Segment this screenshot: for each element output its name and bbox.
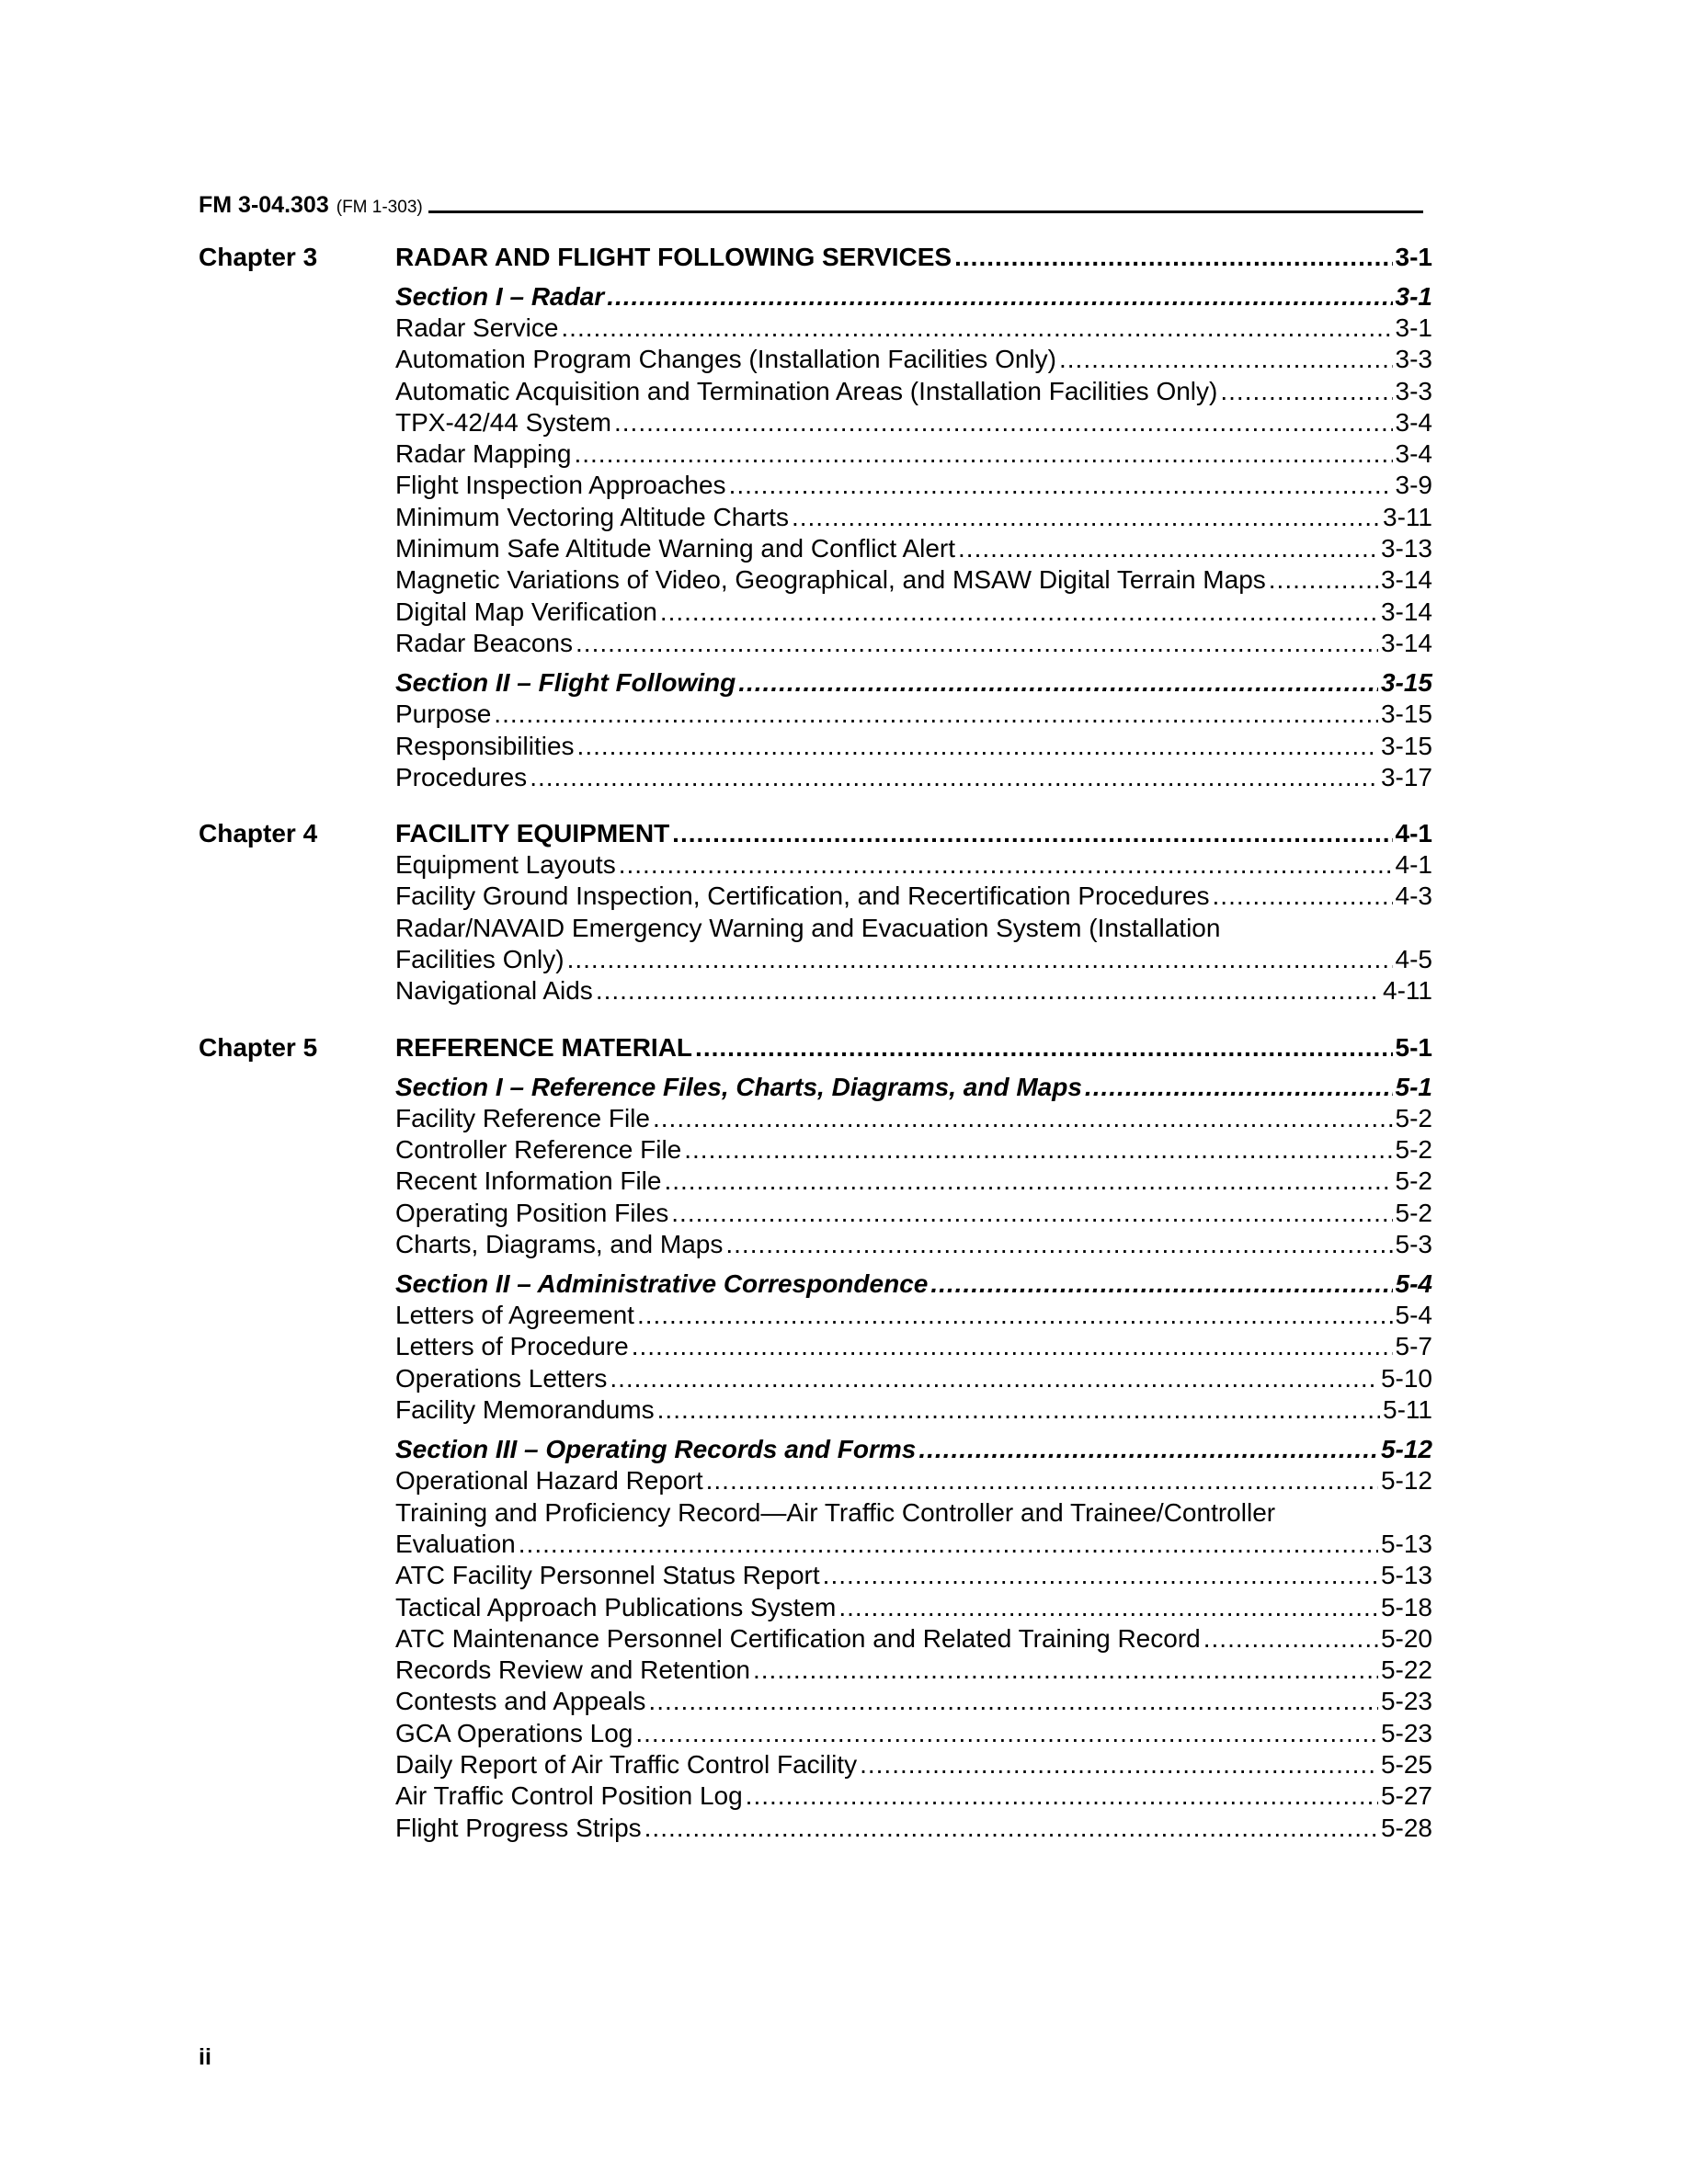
entry-page: 5-28 bbox=[1380, 1813, 1432, 1842]
toc-entry[interactable] bbox=[395, 597, 1432, 628]
entry-title: Evaluation bbox=[395, 1529, 516, 1558]
toc-entry[interactable] bbox=[395, 313, 1432, 344]
toc-entry[interactable] bbox=[395, 881, 1432, 912]
dot-leader bbox=[653, 1103, 1393, 1134]
dot-leader bbox=[753, 1655, 1378, 1686]
entry-title: Operations Letters bbox=[395, 1363, 608, 1393]
toc-entry[interactable] bbox=[395, 1686, 1432, 1717]
entry-title: FACILITY EQUIPMENT bbox=[395, 819, 670, 848]
dot-leader bbox=[561, 313, 1392, 344]
dot-leader bbox=[823, 1560, 1378, 1591]
dot-leader bbox=[672, 817, 1392, 849]
entry-title: Facility Reference File bbox=[395, 1103, 650, 1132]
dot-leader bbox=[619, 849, 1393, 881]
toc-entry-list bbox=[395, 1103, 1432, 1260]
entry-title: Daily Report of Air Traffic Control Facility bbox=[395, 1749, 858, 1779]
entry-title: Section I – Reference Files, Charts, Diagrams, and Maps bbox=[395, 1072, 1082, 1101]
toc-entry-continuation[interactable] bbox=[395, 1529, 1432, 1560]
entry-page: 5-23 bbox=[1380, 1718, 1432, 1747]
dot-leader bbox=[930, 1268, 1392, 1300]
toc-entry[interactable] bbox=[395, 1560, 1432, 1591]
superseded-document-id: (FM 1-303) bbox=[336, 198, 423, 217]
entry-title: Radar Service bbox=[395, 313, 559, 342]
toc-entry[interactable] bbox=[395, 1655, 1432, 1686]
toc-entry-list bbox=[395, 849, 1432, 913]
section-title-entry[interactable] bbox=[395, 1071, 1432, 1103]
entry-page: 3-15 bbox=[1380, 700, 1432, 729]
table-of-contents bbox=[199, 241, 1432, 1868]
document-id: FM 3-04.303 bbox=[199, 192, 329, 218]
section-title-entry[interactable] bbox=[395, 1433, 1432, 1465]
dot-leader bbox=[838, 1592, 1378, 1623]
entry-page: 5-20 bbox=[1380, 1623, 1432, 1653]
entry-page: 4-11 bbox=[1383, 976, 1432, 1006]
dot-leader bbox=[706, 1465, 1378, 1496]
toc-entry[interactable] bbox=[395, 1465, 1432, 1496]
toc-entry[interactable] bbox=[395, 1331, 1432, 1362]
chapter-label: Chapter 5 bbox=[199, 1032, 318, 1062]
entry-title: Records Review and Retention bbox=[395, 1655, 750, 1685]
toc-entry[interactable] bbox=[395, 1394, 1432, 1426]
entry-page: 3-1 bbox=[1395, 243, 1432, 271]
dot-leader bbox=[637, 1300, 1393, 1331]
toc-entry-list bbox=[395, 1300, 1432, 1426]
entry-page: 5-2 bbox=[1395, 1134, 1432, 1164]
toc-entry[interactable] bbox=[395, 975, 1432, 1007]
toc-entry[interactable] bbox=[395, 1103, 1432, 1134]
entry-title: Facility Ground Inspection, Certification, and Recertification Procedures bbox=[395, 882, 1210, 911]
entry-page: 5-23 bbox=[1380, 1687, 1432, 1716]
entry-page: 3-14 bbox=[1380, 597, 1432, 626]
entry-title: GCA Operations Log bbox=[395, 1718, 633, 1747]
toc-entry[interactable] bbox=[395, 407, 1432, 438]
entry-page: 5-4 bbox=[1395, 1301, 1432, 1330]
entry-page: 5-7 bbox=[1395, 1332, 1432, 1361]
entry-page: 5-25 bbox=[1380, 1749, 1432, 1779]
dot-leader bbox=[607, 280, 1392, 313]
entry-title: Tactical Approach Publications System bbox=[395, 1592, 837, 1621]
entry-page: 3-1 bbox=[1395, 313, 1432, 342]
dot-leader bbox=[725, 1229, 1392, 1260]
entry-title: Flight Progress Strips bbox=[395, 1813, 642, 1842]
entry-title: Facility Memorandums bbox=[395, 1395, 655, 1425]
chapter-title-entry[interactable] bbox=[395, 1031, 1432, 1064]
dot-leader bbox=[671, 1198, 1392, 1229]
entry-page: 3-14 bbox=[1380, 628, 1432, 657]
toc-entry[interactable] bbox=[395, 1300, 1432, 1331]
entry-title: Responsibilities bbox=[395, 731, 575, 760]
entry-page: 3-3 bbox=[1395, 345, 1432, 374]
section-title-entry[interactable] bbox=[395, 280, 1432, 313]
toc-entry-list bbox=[395, 1560, 1432, 1844]
entry-title: RADAR AND FLIGHT FOLLOWING SERVICES bbox=[395, 243, 952, 271]
dot-leader bbox=[746, 1780, 1378, 1812]
toc-entry[interactable] bbox=[395, 1780, 1432, 1812]
chapter-label: Chapter 3 bbox=[199, 243, 318, 271]
dot-leader bbox=[1203, 1623, 1378, 1655]
entry-title: Section II – Administrative Correspondence bbox=[395, 1269, 929, 1299]
dot-leader bbox=[664, 1166, 1392, 1197]
entry-page: 5-1 bbox=[1395, 1072, 1432, 1101]
dot-leader bbox=[494, 699, 1378, 730]
chapter-label: Chapter 4 bbox=[199, 819, 318, 848]
dot-leader bbox=[738, 666, 1378, 699]
toc-entry[interactable] bbox=[395, 699, 1432, 730]
entry-page: 5-2 bbox=[1395, 1103, 1432, 1132]
toc-entry[interactable] bbox=[395, 1363, 1432, 1394]
dot-leader bbox=[648, 1686, 1378, 1717]
entry-title: Procedures bbox=[395, 762, 528, 791]
toc-entry[interactable] bbox=[395, 762, 1432, 793]
chapter-title-entry[interactable] bbox=[395, 241, 1432, 273]
chapter-5 bbox=[199, 1031, 1432, 1844]
dot-leader bbox=[792, 502, 1380, 533]
toc-entry-first-line[interactable]: Training and Proficiency Record—Air Traffic Controller and Trainee/Controller bbox=[395, 1497, 1276, 1527]
toc-entry-list bbox=[395, 313, 1432, 659]
toc-entry[interactable] bbox=[395, 731, 1432, 762]
dot-leader bbox=[1085, 1071, 1393, 1103]
toc-entry[interactable] bbox=[395, 564, 1432, 596]
toc-entry[interactable] bbox=[395, 849, 1432, 881]
entry-page: 5-2 bbox=[1395, 1198, 1432, 1227]
entry-title: Purpose bbox=[395, 700, 492, 729]
toc-entry-first-line[interactable]: Radar/NAVAID Emergency Warning and Evacuation System (Installation bbox=[395, 913, 1221, 942]
entry-title: Contests and Appeals bbox=[395, 1687, 646, 1716]
entry-title: Automation Program Changes (Installation Facilities Only) bbox=[395, 345, 1056, 374]
entry-title: REFERENCE MATERIAL bbox=[395, 1032, 693, 1062]
entry-title: Minimum Vectoring Altitude Charts bbox=[395, 502, 789, 531]
toc-entry[interactable] bbox=[395, 533, 1432, 564]
entry-title: Recent Information File bbox=[395, 1166, 662, 1196]
toc-entry[interactable] bbox=[395, 1592, 1432, 1623]
entry-title: Minimum Safe Altitude Warning and Conflict Alert bbox=[395, 534, 956, 563]
toc-entry[interactable] bbox=[395, 502, 1432, 533]
toc-entry[interactable] bbox=[395, 1229, 1432, 1260]
entry-title: Equipment Layouts bbox=[395, 850, 616, 880]
entry-title: Section I – Radar bbox=[395, 282, 605, 311]
chapter-3 bbox=[199, 241, 1432, 793]
entry-title: Operating Position Files bbox=[395, 1198, 669, 1227]
entry-page: 3-4 bbox=[1395, 407, 1432, 437]
toc-entry[interactable] bbox=[395, 1134, 1432, 1166]
entry-page: 5-11 bbox=[1383, 1395, 1432, 1425]
dot-leader bbox=[644, 1813, 1378, 1844]
entry-page: 5-13 bbox=[1380, 1529, 1432, 1558]
entry-page: 5-12 bbox=[1380, 1435, 1432, 1464]
entry-page: 5-22 bbox=[1380, 1655, 1432, 1685]
entry-page: 5-27 bbox=[1380, 1781, 1432, 1811]
dot-leader bbox=[567, 944, 1393, 975]
entry-page: 4-1 bbox=[1395, 819, 1432, 848]
entry-title: Digital Map Verification bbox=[395, 597, 657, 626]
dot-leader bbox=[954, 241, 1392, 273]
entry-title: Operational Hazard Report bbox=[395, 1466, 703, 1496]
dot-leader bbox=[574, 438, 1392, 470]
entry-page: 3-15 bbox=[1380, 731, 1432, 760]
toc-entry[interactable] bbox=[395, 1623, 1432, 1655]
section-title-entry[interactable] bbox=[395, 1268, 1432, 1300]
toc-entry[interactable] bbox=[395, 1198, 1432, 1229]
entry-title: Controller Reference File bbox=[395, 1134, 682, 1164]
dot-leader bbox=[576, 628, 1378, 659]
entry-page: 3-9 bbox=[1395, 471, 1432, 500]
entry-page: 5-13 bbox=[1380, 1561, 1432, 1590]
dot-leader bbox=[657, 1394, 1380, 1426]
entry-title: Navigational Aids bbox=[395, 976, 593, 1006]
dot-leader bbox=[530, 762, 1378, 793]
toc-entry-list bbox=[395, 699, 1432, 793]
dot-leader bbox=[1059, 344, 1393, 375]
entry-page: 3-14 bbox=[1380, 565, 1432, 595]
toc-entry-continuation[interactable] bbox=[395, 944, 1432, 975]
chapter-4 bbox=[199, 817, 1432, 1007]
page-number: ii bbox=[199, 2044, 211, 2070]
entry-page: 3-17 bbox=[1380, 762, 1432, 791]
toc-entry[interactable] bbox=[395, 1813, 1432, 1844]
dot-leader bbox=[614, 407, 1393, 438]
entry-title: Magnetic Variations of Video, Geographical, and MSAW Digital Terrain Maps bbox=[395, 565, 1266, 595]
toc-entry[interactable] bbox=[395, 1749, 1432, 1780]
entry-title: Section II – Flight Following bbox=[395, 668, 736, 698]
dot-leader bbox=[610, 1363, 1378, 1394]
chapter-title-entry[interactable] bbox=[395, 817, 1432, 849]
entry-page: 5-4 bbox=[1395, 1269, 1432, 1299]
dot-leader bbox=[1220, 376, 1392, 407]
entry-page: 5-3 bbox=[1395, 1229, 1432, 1258]
toc-entry[interactable] bbox=[395, 344, 1432, 375]
toc-entry[interactable] bbox=[395, 1166, 1432, 1197]
dot-leader bbox=[918, 1433, 1378, 1465]
dot-leader bbox=[596, 975, 1380, 1007]
entry-page: 3-3 bbox=[1395, 376, 1432, 405]
entry-title: Letters of Agreement bbox=[395, 1301, 634, 1330]
entry-title: Facilities Only) bbox=[395, 945, 565, 974]
toc-entry[interactable] bbox=[395, 1718, 1432, 1749]
dot-leader bbox=[729, 470, 1393, 501]
toc-entry[interactable] bbox=[395, 376, 1432, 407]
entry-title: Section III – Operating Records and Forms bbox=[395, 1435, 917, 1464]
entry-title: Air Traffic Control Position Log bbox=[395, 1781, 743, 1811]
dot-leader bbox=[860, 1749, 1378, 1780]
entry-page: 4-3 bbox=[1395, 882, 1432, 911]
entry-page: 5-18 bbox=[1380, 1592, 1432, 1621]
dot-leader bbox=[632, 1331, 1393, 1362]
entry-page: 3-1 bbox=[1395, 282, 1432, 311]
entry-page: 5-10 bbox=[1380, 1363, 1432, 1393]
entry-title: Flight Inspection Approaches bbox=[395, 471, 726, 500]
dot-leader bbox=[1213, 881, 1393, 912]
toc-entry[interactable] bbox=[395, 438, 1432, 470]
entry-page: 5-2 bbox=[1395, 1166, 1432, 1196]
dot-leader bbox=[695, 1031, 1392, 1064]
section-title-entry[interactable] bbox=[395, 666, 1432, 699]
entry-title: ATC Maintenance Personnel Certification and Related Training Record bbox=[395, 1623, 1201, 1653]
entry-title: Radar Beacons bbox=[395, 628, 574, 657]
entry-title: TPX-42/44 System bbox=[395, 407, 611, 437]
dot-leader bbox=[1269, 564, 1378, 596]
entry-page: 3-4 bbox=[1395, 439, 1432, 469]
dot-leader bbox=[660, 597, 1378, 628]
entry-title: Radar Mapping bbox=[395, 439, 572, 469]
dot-leader bbox=[958, 533, 1378, 564]
header-rule bbox=[428, 210, 1423, 213]
entry-page: 4-1 bbox=[1395, 850, 1432, 880]
dot-leader bbox=[577, 731, 1378, 762]
entry-title: Charts, Diagrams, and Maps bbox=[395, 1229, 724, 1258]
dot-leader bbox=[519, 1529, 1378, 1560]
entry-page: 3-15 bbox=[1380, 668, 1432, 698]
entry-title: Letters of Procedure bbox=[395, 1332, 629, 1361]
entry-page: 4-5 bbox=[1395, 945, 1432, 974]
entry-page: 3-13 bbox=[1380, 534, 1432, 563]
toc-entry[interactable] bbox=[395, 628, 1432, 659]
running-header bbox=[199, 182, 1423, 219]
dot-leader bbox=[635, 1718, 1378, 1749]
entry-title: ATC Facility Personnel Status Report bbox=[395, 1561, 820, 1590]
entry-page: 5-12 bbox=[1380, 1466, 1432, 1496]
toc-entry[interactable] bbox=[395, 470, 1432, 501]
entry-title: Automatic Acquisition and Termination Areas (Installation Facilities Only) bbox=[395, 376, 1218, 405]
entry-page: 3-11 bbox=[1383, 502, 1432, 531]
dot-leader bbox=[684, 1134, 1392, 1166]
entry-page: 5-1 bbox=[1395, 1032, 1432, 1062]
